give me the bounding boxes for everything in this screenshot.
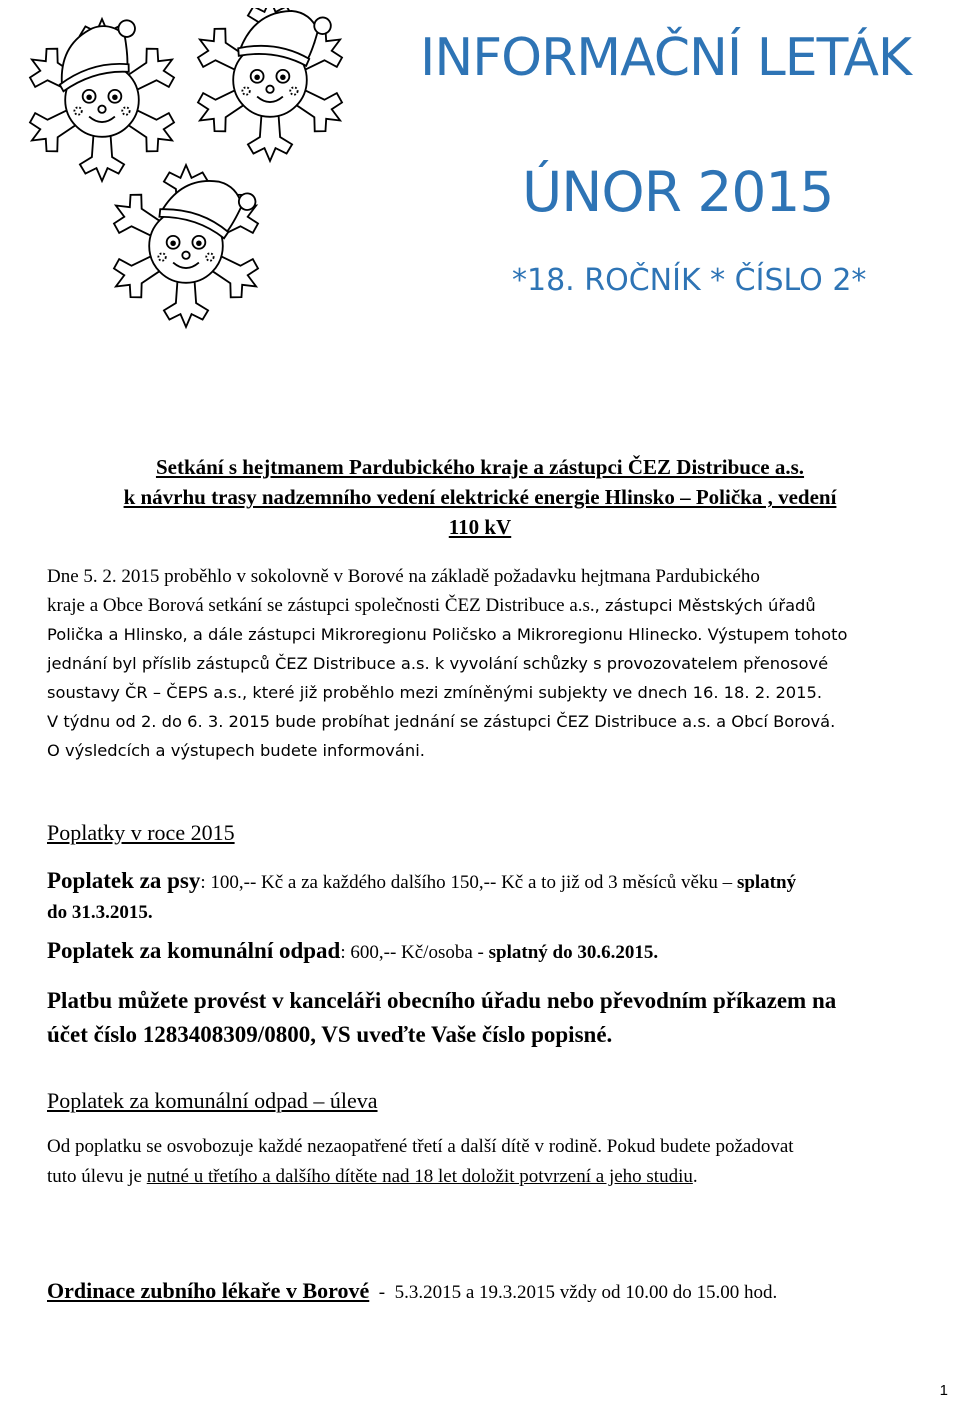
meeting-heading-line: Setkání s hejtmanem Pardubického kraje a zástupci ČEZ Distribuce a.s. <box>155 455 805 479</box>
payment-line: účet číslo 1283408309/0800, VS uveďte Vaše číslo popisné. <box>47 1022 613 1047</box>
payment-info <box>47 984 913 1052</box>
dog-fee-text: 100,-- Kč a za každého dalšího 150,-- Kč a to již od 3 měsíců věku – <box>205 872 737 893</box>
dog-fee-label: Poplatek za psy <box>47 868 201 893</box>
dentist-label: Ordinace zubního lékaře v Borové <box>47 1278 370 1303</box>
dog-fee-colon: : <box>200 872 206 893</box>
meeting-heading-line: 110 kV <box>448 515 512 539</box>
dentist-info <box>47 1278 913 1304</box>
meeting-text-line: Polička a Hlinsko, a dále zástupci Mikroregionu Poličsko a Mikroregionu Hlinecko. <box>47 625 703 644</box>
meeting-text-line: Dne 5. 2. 2015 proběhlo v sokolovně v Borové na základě požadavku hejtmana Pardubického <box>47 566 760 587</box>
meeting-text-line: kraje a Obce Borová setkání se zástupci společnosti ČEZ Distribuce a.s. <box>47 595 595 616</box>
relief-heading: Poplatek za komunální odpad – úleva <box>47 1088 378 1113</box>
page-number: 1 <box>939 1382 948 1399</box>
relief-text-suffix: . <box>692 1166 698 1187</box>
dog-fee-due: splatný <box>736 872 797 893</box>
page-title: INFORMAČNÍ LETÁK <box>420 28 912 88</box>
waste-fee-paragraph <box>47 938 913 964</box>
meeting-text-line: V týdnu od 2. do 6. 3. 2015 bude probíhat jednání se zástupci ČEZ Distribuce a.s. a Obcí Borová. <box>47 712 836 731</box>
issue-month: ÚNOR 2015 <box>522 160 834 224</box>
meeting-text-line: Výstupem tohoto <box>702 625 848 644</box>
meeting-text <box>47 562 913 765</box>
waste-fee-label: Poplatek za komunální odpad <box>47 938 341 963</box>
waste-fee-due: splatný do 30.6.2015. <box>488 942 659 963</box>
meeting-text-line: , zástupci Městských úřadů <box>594 596 816 615</box>
dog-fee-due-date: do 31.3.2015. <box>47 902 153 923</box>
payment-line: Platbu můžete provést v kanceláři obecního úřadu nebo převodním příkazem na <box>47 988 837 1013</box>
meeting-heading-line: k návrhu trasy nadzemního vedení elektrické energie Hlinsko – Polička , vedení <box>123 485 837 509</box>
meeting-text-line: jednání byl příslib zástupců ČEZ Distribuce a.s. k vyvolání schůzky s provozovatelem přenosové <box>47 654 829 673</box>
dog-fee-paragraph <box>47 866 913 928</box>
volume-number: *18. ROČNÍK * ČÍSLO 2* <box>512 263 867 298</box>
meeting-text-line: O výsledcích a výstupech budete informováni. <box>47 741 425 760</box>
relief-text-underlined: nutné u třetího a dalšího dítěte nad 18 let doložit potvrzení a jeho studiu <box>146 1166 693 1187</box>
fees-heading: Poplatky v roce 2015 <box>47 820 235 845</box>
relief-text-line: Od poplatku se osvobozuje každé nezaopatřené třetí a další dítě v rodině. Pokud budete požadovat <box>47 1136 794 1157</box>
meeting-text-line: soustavy ČR – ČEPS a.s., které již proběhlo mezi zmíněnými subjekty ve dnech 16. 18. 2. 2015. <box>47 683 823 702</box>
dentist-dates: - 5.3.2015 a 19.3.2015 vždy od 10.00 do 15.00 hod. <box>369 1282 778 1303</box>
waste-fee-text: : 600,-- Kč/osoba - <box>340 942 489 963</box>
meeting-heading <box>47 452 913 542</box>
snowflake-faces-icon <box>20 8 350 338</box>
relief-text <box>47 1132 913 1192</box>
relief-text-prefix: tuto úlevu je <box>47 1166 147 1187</box>
